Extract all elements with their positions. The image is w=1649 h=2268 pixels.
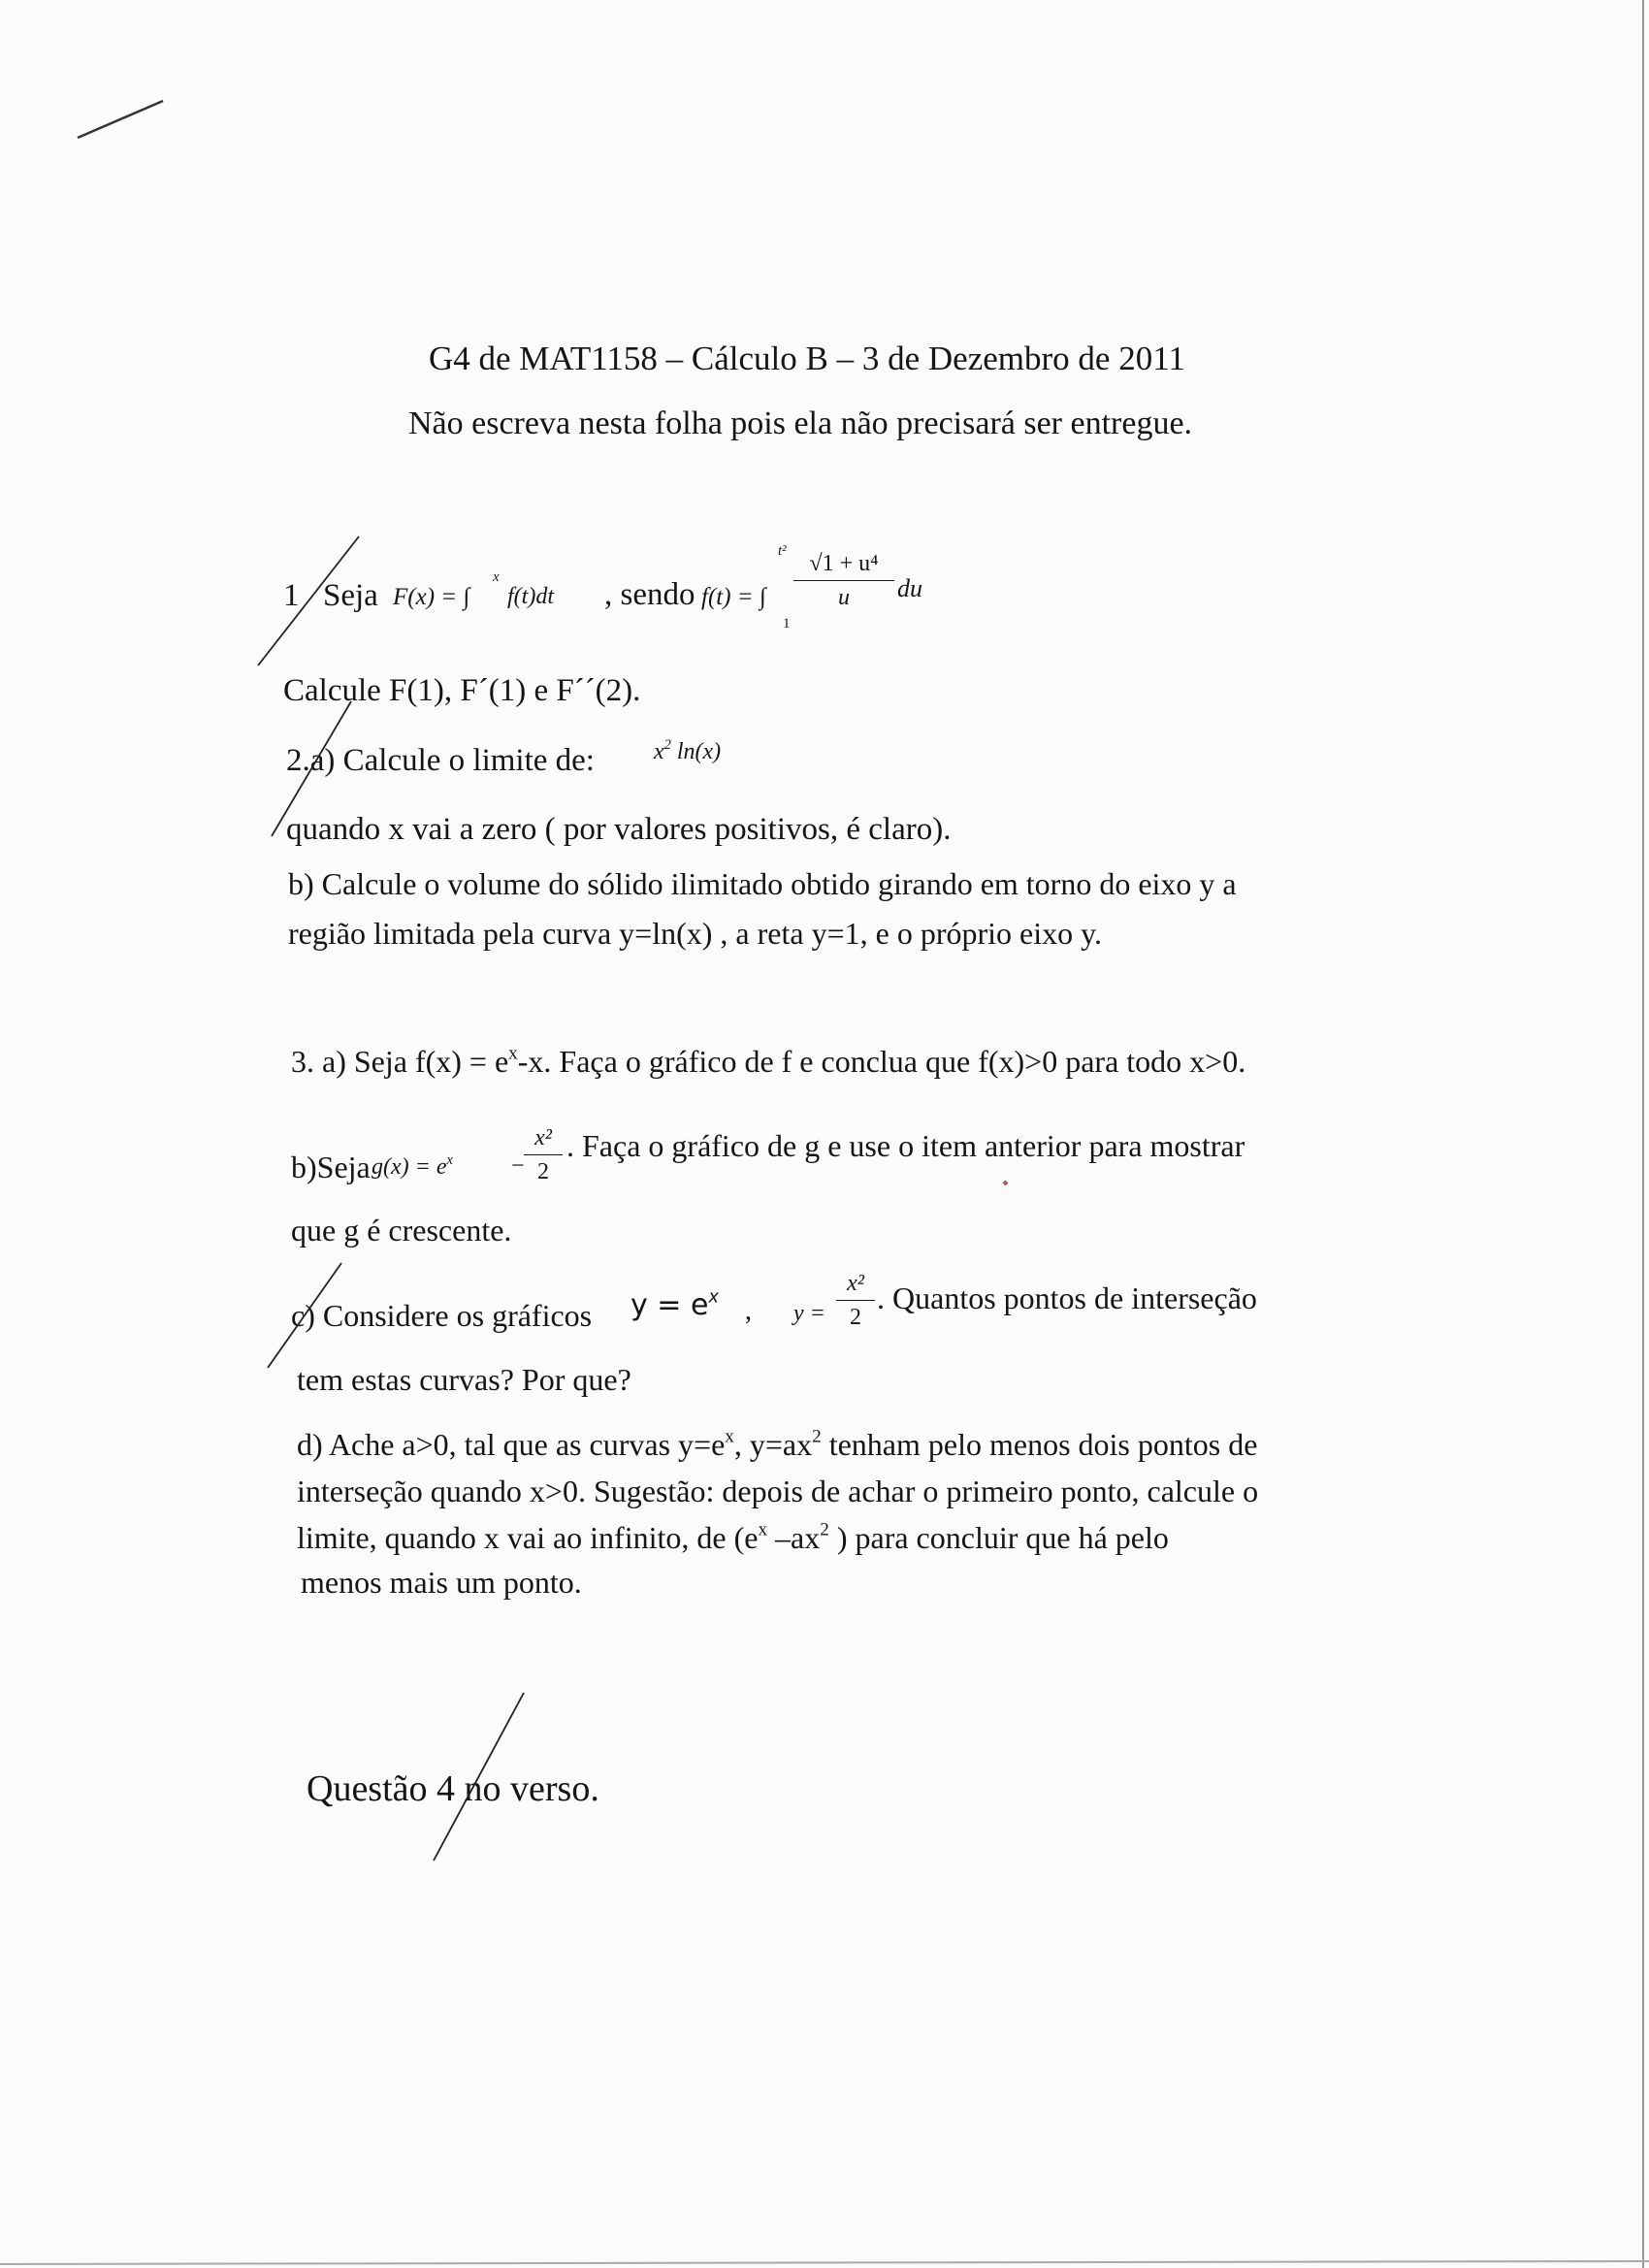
q1-F-definition: F(x) = ∫ xyxy=(393,584,470,610)
q3c-curve-2: y = xyxy=(793,1301,825,1326)
q3c-denominator: 2 xyxy=(850,1305,861,1330)
q3b-g-expression: $g(x) = e^x$ xyxy=(372,1151,453,1180)
q1-f-upper-limit: t² xyxy=(778,543,787,559)
q3c-curve-1: $y = e^x$ xyxy=(630,1286,720,1322)
q3b-minus: − xyxy=(511,1153,525,1179)
q1-F-integrand: f(t)dt xyxy=(507,584,554,609)
q3d-line2: interseção quando x>0. Sugestão: depois de achar o primeiro ponto, calcule o xyxy=(297,1474,1259,1508)
q3b-numerator: x² xyxy=(534,1125,552,1150)
q1-f-denominator: u xyxy=(838,585,850,610)
q1-sendo: , sendo xyxy=(604,577,695,612)
q3c-line2: tem estas curvas? Por que? xyxy=(297,1362,631,1397)
q1-f-lower-limit: 1 xyxy=(783,616,791,632)
q3b-line2: que g é crescente. xyxy=(291,1213,512,1247)
q3b-seja: b)Seja xyxy=(291,1150,371,1184)
pen-slash-q1 xyxy=(258,536,359,665)
q2a-prompt: 2.a) Calcule o limite de: xyxy=(286,743,595,778)
q2a-expression: $x^2$ ln(x) xyxy=(654,736,722,764)
pen-slash-footer xyxy=(434,1693,524,1861)
scan-edge-bottom xyxy=(0,2261,1649,2264)
pen-dot-q3b xyxy=(1004,1182,1007,1184)
q1-f-definition: f(t) = ∫ xyxy=(701,584,766,610)
q1-f-du: du xyxy=(897,574,922,602)
q1-number: 1 xyxy=(283,578,300,613)
q3d-line1: d) Ache a>0, tal que as curvas $y=e^x$, $y=ax^2$ tenham pelo menos dois pontos de xyxy=(297,1426,1258,1462)
pen-slash-q3c xyxy=(268,1263,341,1368)
q3c-line1-rest: . Quantos pontos de interseção xyxy=(877,1280,1257,1315)
footer-note: Questão 4 no verso. xyxy=(307,1768,599,1809)
q3b-denominator: 2 xyxy=(537,1159,549,1184)
q1-task: Calcule F(1), F´(1) e F´´(2). xyxy=(283,673,641,708)
q3d-line3: limite, quando x vai ao infinito, de ($e^x$ $-ax^2$ ) para concluir que há pelo xyxy=(297,1519,1169,1555)
q1-F-upper-limit: x xyxy=(493,569,500,585)
exam-title: G4 de MAT1158 – Cálculo B – 3 de Dezembro de 2011 xyxy=(429,340,1185,377)
q3c-comma: , xyxy=(745,1296,752,1326)
q2a-line2: quando x vai a zero ( por valores positivos, é claro). xyxy=(286,812,952,847)
q2b-line1: b) Calcule o volume do sólido ilimitado obtido girando em torno do eixo y a xyxy=(288,866,1237,901)
q3d-line4: menos mais um ponto. xyxy=(301,1565,582,1600)
q3b-line1-rest: . Faça o gráfico de g e use o item anterior para mostrar xyxy=(566,1128,1245,1163)
q1-seja: Seja xyxy=(323,578,378,613)
q1-f-numerator: √1 + u⁴ xyxy=(809,551,879,576)
q2b-line2: região limitada pela curva y=ln(x) , a reta y=1, e o próprio eixo y. xyxy=(288,916,1103,951)
q3c-prompt: c) Considere os gráficos xyxy=(291,1298,593,1333)
q3a-line: 3. a) Seja $f(x) = e^x-x$. Faça o gráfico de f e conclua que f(x)>0 para todo x>0. xyxy=(291,1043,1246,1079)
pen-dash-top-left xyxy=(78,101,163,138)
exam-instruction: Não escreva nesta folha pois ela não precisará ser entregue. xyxy=(408,405,1193,441)
pen-slash-q2a xyxy=(272,701,351,836)
q3c-numerator: x² xyxy=(847,1271,864,1296)
